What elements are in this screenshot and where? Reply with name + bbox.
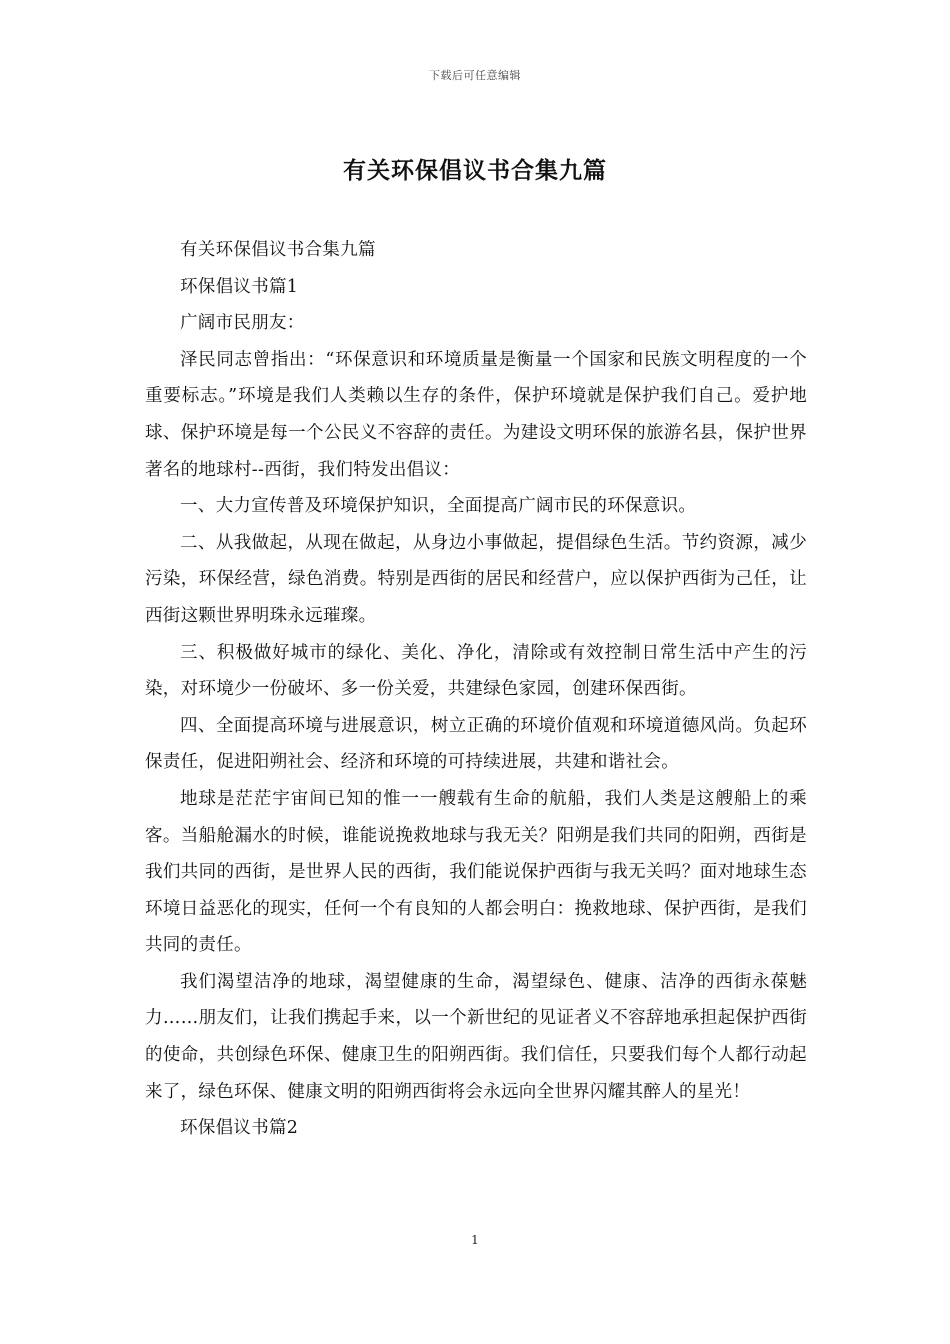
header-note: 下载后可任意编辑 (429, 69, 521, 82)
section-heading-1: 环保倡议书篇1 (180, 276, 299, 297)
document-title: 有关环保倡议书合集九篇 (343, 157, 607, 184)
paragraph: 地球是茫茫宇宙间已知的惟一一艘载有生命的航船，我们人类是这艘船上的乘客。当船舱漏水的时候，谁能说挽救地球与我无关？阳朔是我们共同的阳朔，西街是我们共同的西街，是世界人民的西街，我们能说保护西街与我无关吗？面对地球生态环境日益恶化的现实，任何一个有良知的人都会明白：挽救地球、保护西街，是我们共同的责任。 (145, 788, 807, 956)
salutation: 广阔市民朋友： (180, 313, 305, 334)
document-body (145, 232, 807, 1147)
paragraph: 我们渴望洁净的地球，渴望健康的生命，渴望绿色、健康、洁净的西街永葆魅力……朋友们，让我们携起手来，以一个新世纪的见证者义不容辞地承担起保护西街的使命，共创绿色环保、健康卫生的阳朔西街。我们信任，只要我们每个人都行动起来了，绿色环保、健康文明的阳朔西街将会永远向全世界闪耀其醉人的星光！ (145, 971, 807, 1102)
section-heading-2: 环保倡议书篇2 (180, 1118, 299, 1139)
paragraph-subtitle: 有关环保倡议书合集九篇 (180, 240, 376, 260)
paragraph: 一、大力宣传普及环境保护知识，全面提高广阔市民的环保意识。 (180, 496, 697, 517)
paragraph: 二、从我做起，从现在做起，从身边小事做起，提倡绿色生活。节约资源，减少污染，环保经营，绿色消费。特别是西街的居民和经营户，应以保护西街为己任，让西街这颗世界明珠永远璀璨。 (145, 532, 807, 626)
paragraph: 四、全面提高环境与进展意识，树立正确的环境价值观和环境道德风尚。负起环保责任，促进阳朔社会、经济和环境的可持续进展，共建和谐社会。 (145, 715, 807, 773)
paragraph: 泽民同志曾指出：“环保意识和环境质量是衡量一个国家和民族文明程度的一个重要标志。”环境是我们人类赖以生存的条件，保护环境就是保护我们自己。爱护地球、保护环境是每一个公民义不容辞的责任。为建设文明环保的旅游名县，保护世界著名的地球村--西街，我们特发出倡议： (145, 349, 807, 480)
page-number: 1 (471, 1233, 479, 1247)
paragraph: 三、积极做好城市的绿化、美化、净化，清除或有效控制日常生活中产生的污染，对环境少一份破坏、多一份关爱，共建绿色家园，创建环保西街。 (145, 642, 807, 700)
